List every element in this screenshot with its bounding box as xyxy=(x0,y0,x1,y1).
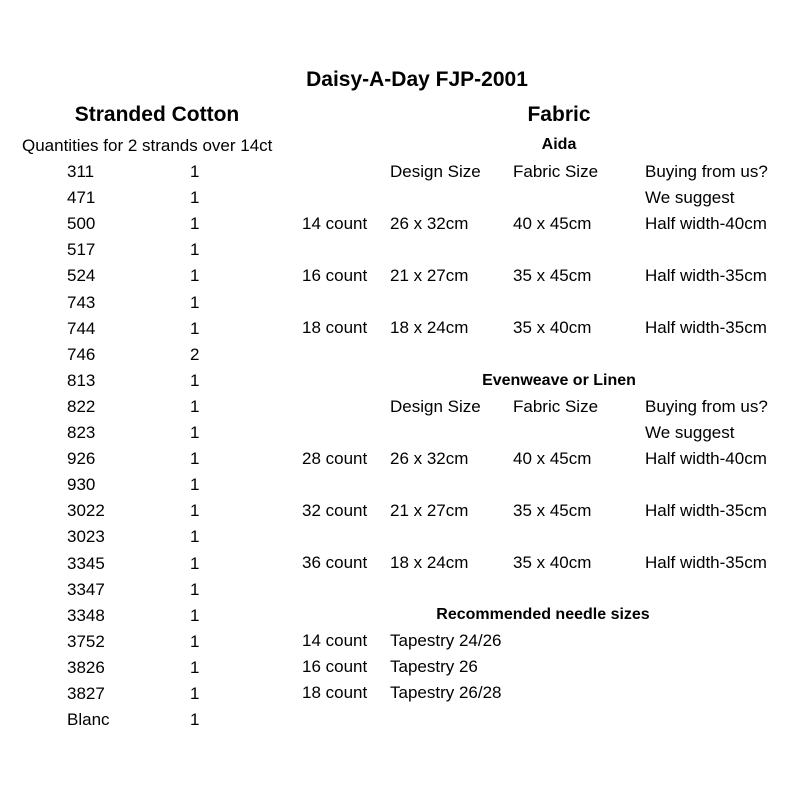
aida-row-count: 18 count xyxy=(302,318,368,337)
evenweave-row-suggest: Half width-40cm xyxy=(645,449,767,468)
thread-code: 500 xyxy=(67,214,96,233)
thread-code: 3347 xyxy=(67,580,105,599)
page-title: Daisy-A-Day FJP-2001 xyxy=(306,68,528,91)
aida-heading: Aida xyxy=(541,136,577,153)
aida-row-fabric: 35 x 45cm xyxy=(513,266,592,285)
thread-code: 3826 xyxy=(67,658,105,677)
thread-qty: 1 xyxy=(190,632,200,651)
evenweave-row-suggest: Half width-35cm xyxy=(645,553,767,572)
thread-code: 744 xyxy=(67,319,96,338)
evenweave-col-fabric: Fabric Size xyxy=(513,397,599,416)
evenweave-heading: Evenweave or Linen xyxy=(482,372,636,389)
evenweave-row-count: 32 count xyxy=(302,501,368,520)
aida-col-suggest: We suggest xyxy=(645,188,735,207)
thread-qty: 1 xyxy=(190,475,200,494)
thread-qty: 1 xyxy=(190,162,200,181)
evenweave-col-design: Design Size xyxy=(390,397,481,416)
thread-code: 311 xyxy=(67,162,95,181)
aida-row-suggest: Half width-35cm xyxy=(645,266,767,285)
needle-row-count: 14 count xyxy=(302,631,368,650)
evenweave-row-fabric: 35 x 40cm xyxy=(513,553,592,572)
needle-row-count: 18 count xyxy=(302,683,368,702)
thread-qty: 1 xyxy=(190,606,200,625)
thread-code: 930 xyxy=(67,475,96,494)
evenweave-row-fabric: 40 x 45cm xyxy=(513,449,592,468)
aida-row-suggest: Half width-35cm xyxy=(645,318,767,337)
thread-code: 3752 xyxy=(67,632,105,651)
thread-code: 926 xyxy=(67,449,96,468)
thread-qty: 1 xyxy=(190,658,200,677)
thread-qty: 1 xyxy=(190,527,200,546)
thread-code: 822 xyxy=(67,397,96,416)
needle-row-size: Tapestry 24/26 xyxy=(390,631,502,650)
thread-qty: 1 xyxy=(190,214,200,233)
cotton-heading: Stranded Cotton xyxy=(74,103,240,126)
aida-row-count: 16 count xyxy=(302,266,368,285)
thread-code: 743 xyxy=(67,293,96,312)
needle-row-size: Tapestry 26 xyxy=(390,657,478,676)
thread-code: 823 xyxy=(67,423,96,442)
thread-code: 3827 xyxy=(67,684,105,703)
evenweave-row-design: 21 x 27cm xyxy=(390,501,469,520)
aida-row-suggest: Half width-40cm xyxy=(645,214,767,233)
thread-qty: 1 xyxy=(190,554,200,573)
aida-row-fabric: 35 x 40cm xyxy=(513,318,592,337)
needle-row-count: 16 count xyxy=(302,657,368,676)
fabric-heading: Fabric xyxy=(527,103,591,126)
thread-qty: 1 xyxy=(190,449,200,468)
thread-qty: 1 xyxy=(190,371,200,390)
aida-row-count: 14 count xyxy=(302,214,368,233)
aida-row-design: 18 x 24cm xyxy=(390,318,469,337)
evenweave-row-count: 36 count xyxy=(302,553,368,572)
evenweave-row-count: 28 count xyxy=(302,449,368,468)
thread-code: 3022 xyxy=(67,501,105,520)
thread-qty: 1 xyxy=(190,293,200,312)
thread-qty: 1 xyxy=(190,580,200,599)
thread-code: 3023 xyxy=(67,527,105,546)
thread-qty: 1 xyxy=(190,710,200,729)
aida-col-buy: Buying from us? xyxy=(645,162,768,181)
thread-code: 3345 xyxy=(67,554,105,573)
thread-code: 517 xyxy=(67,240,96,259)
thread-qty: 1 xyxy=(190,266,200,285)
needles-heading: Recommended needle sizes xyxy=(436,606,650,623)
thread-code: 813 xyxy=(67,371,96,390)
evenweave-row-fabric: 35 x 45cm xyxy=(513,501,592,520)
evenweave-row-suggest: Half width-35cm xyxy=(645,501,767,520)
thread-code: 471 xyxy=(67,188,96,207)
aida-row-design: 21 x 27cm xyxy=(390,266,469,285)
needle-row-size: Tapestry 26/28 xyxy=(390,683,502,702)
aida-row-fabric: 40 x 45cm xyxy=(513,214,592,233)
thread-qty: 1 xyxy=(190,423,200,442)
thread-qty: 1 xyxy=(190,188,200,207)
thread-code: 746 xyxy=(67,345,96,364)
evenweave-col-suggest: We suggest xyxy=(645,423,735,442)
thread-code: 3348 xyxy=(67,606,105,625)
evenweave-col-buy: Buying from us? xyxy=(645,397,768,416)
evenweave-row-design: 26 x 32cm xyxy=(390,449,469,468)
thread-qty: 1 xyxy=(190,319,200,338)
thread-qty: 1 xyxy=(190,397,200,416)
thread-qty: 1 xyxy=(190,240,200,259)
thread-code: Blanc xyxy=(67,710,110,729)
thread-qty: 2 xyxy=(190,345,200,364)
aida-col-fabric: Fabric Size xyxy=(513,162,599,181)
thread-code: 524 xyxy=(67,266,96,285)
thread-qty: 1 xyxy=(190,501,200,520)
cotton-note: Quantities for 2 strands over 14ct xyxy=(22,136,273,155)
thread-qty: 1 xyxy=(190,684,200,703)
aida-row-design: 26 x 32cm xyxy=(390,214,469,233)
evenweave-row-design: 18 x 24cm xyxy=(390,553,469,572)
aida-col-design: Design Size xyxy=(390,162,481,181)
